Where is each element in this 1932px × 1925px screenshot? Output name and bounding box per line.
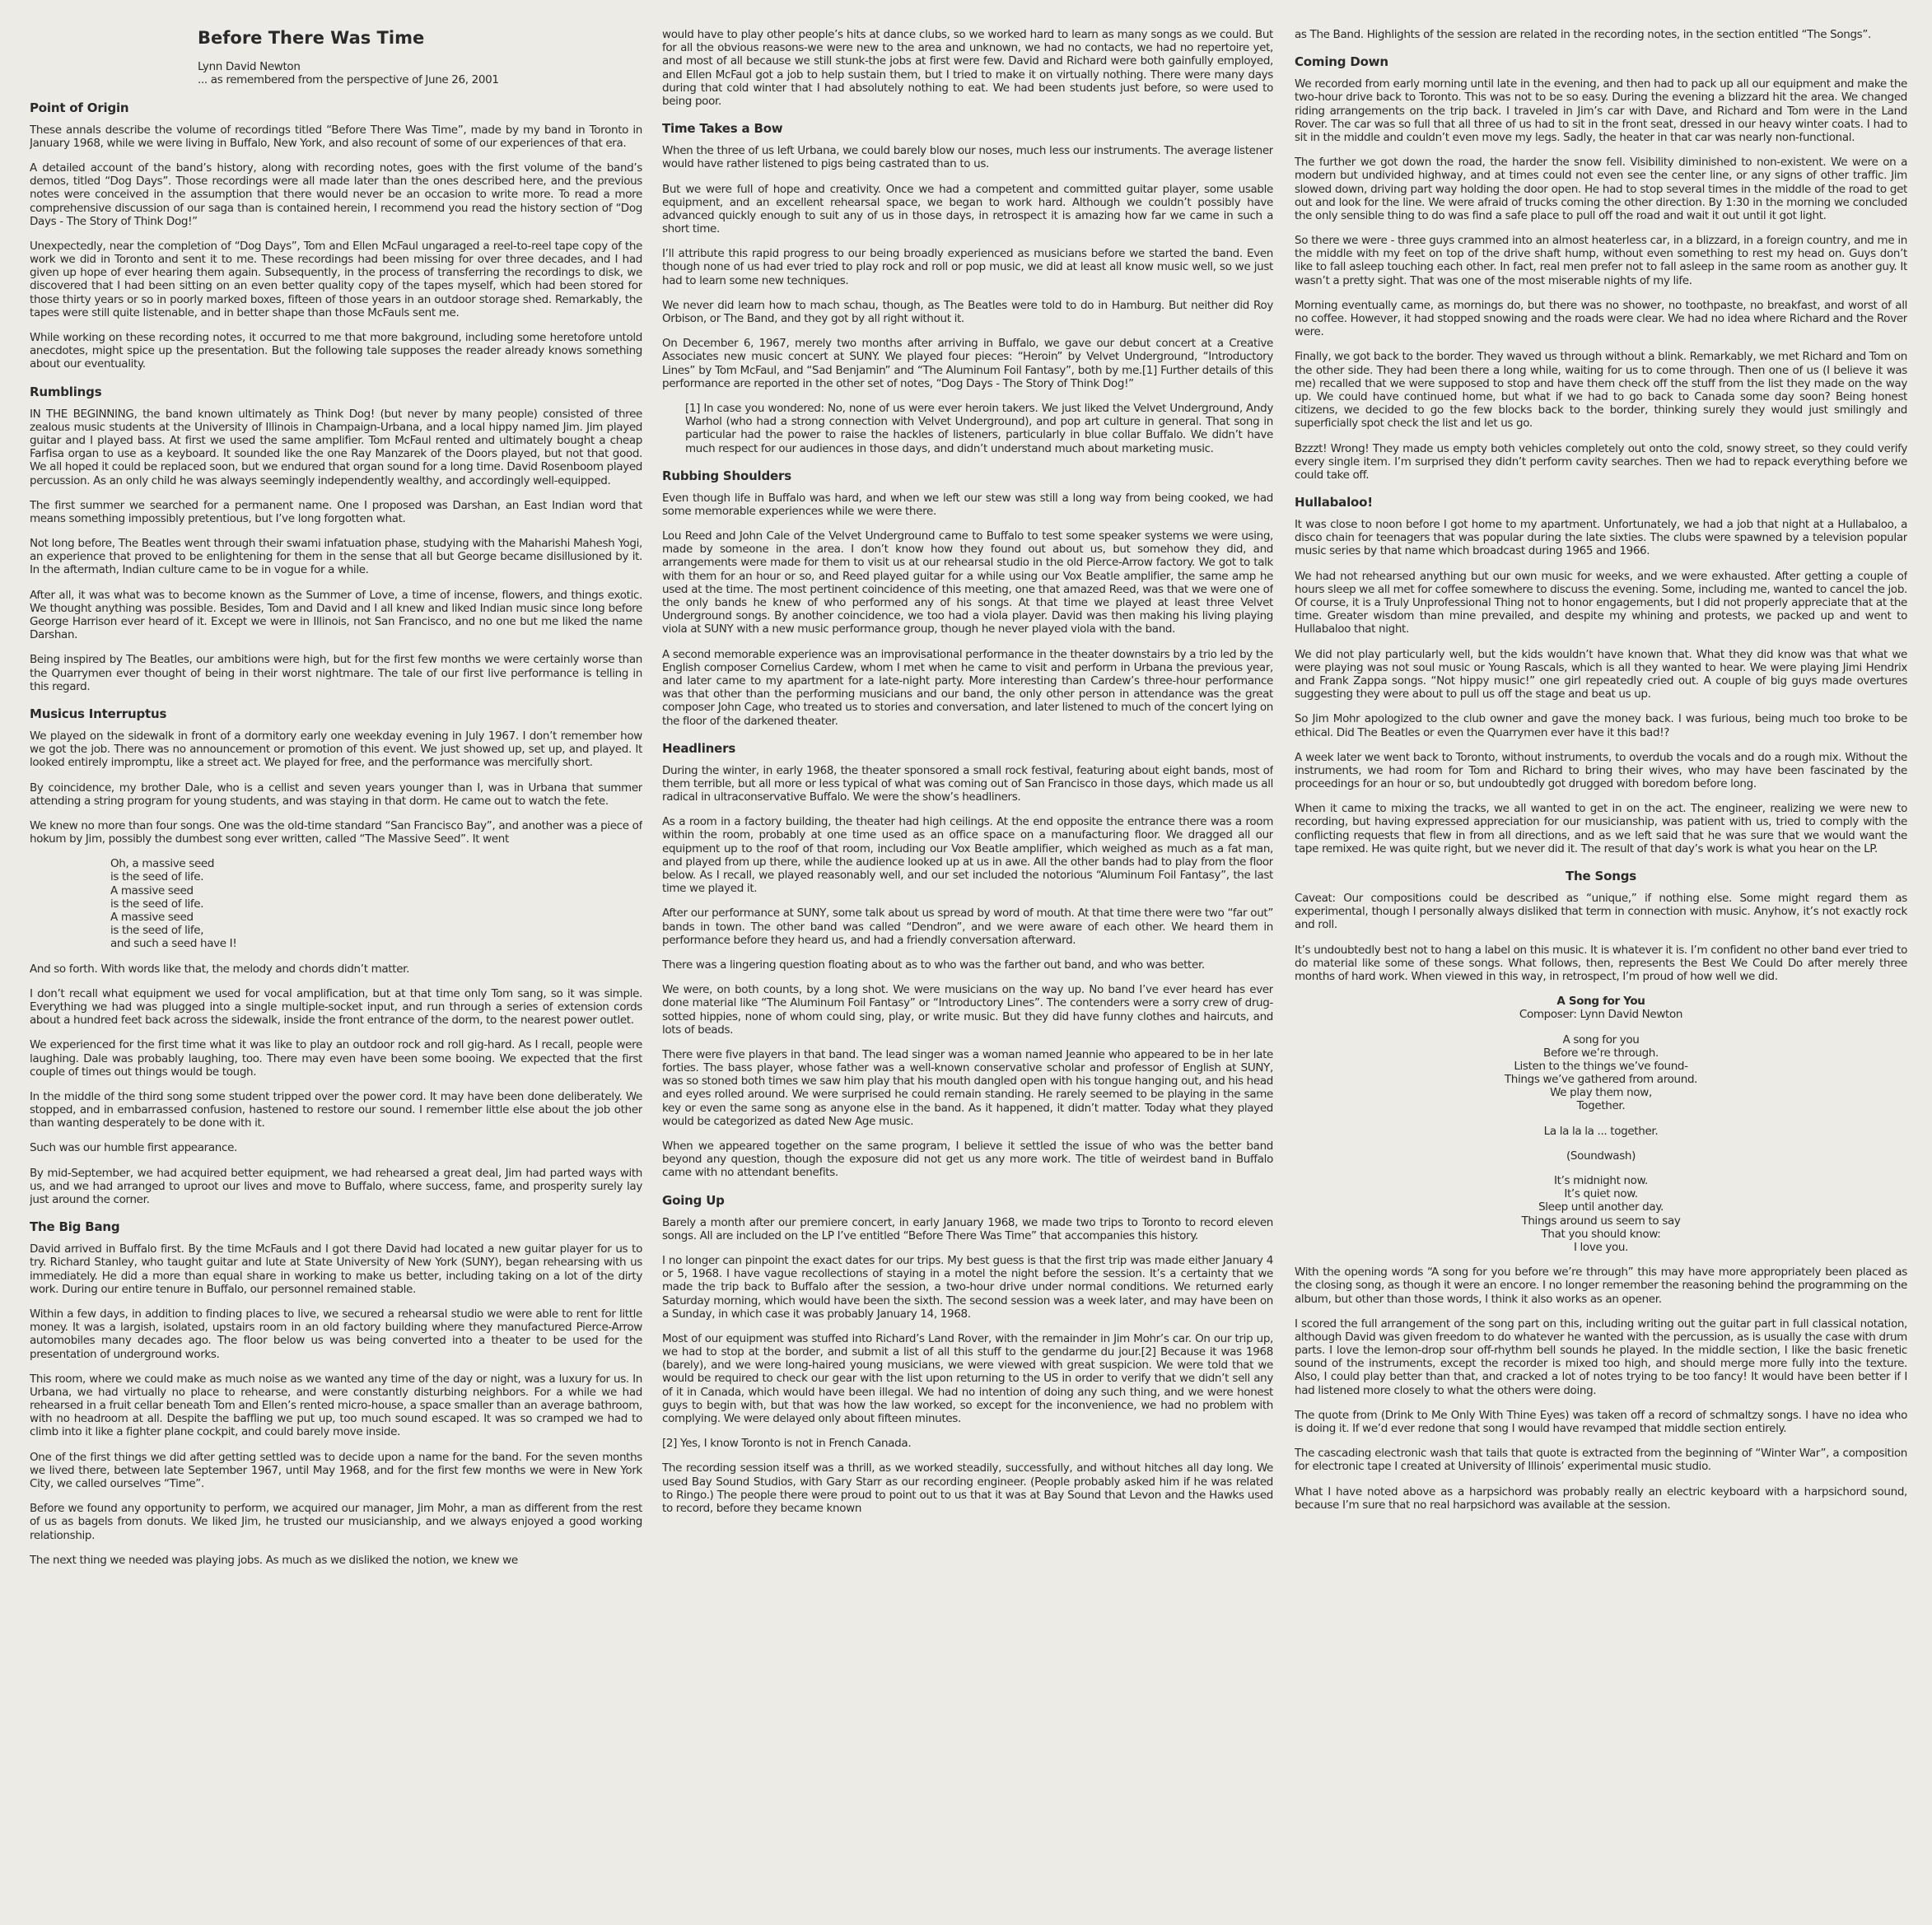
lyrics-block — [30, 857, 642, 950]
paragraph: The first summer we searched for a permanent name. One I proposed was Darshan, an East Indian word that means something impossibly pretentious, but I’ve long forgotten what. — [30, 498, 642, 525]
column-3-content — [1295, 28, 1907, 1512]
paragraph: Unexpectedly, near the completion of “Dog Days”, Tom and Ellen McFaul ungaraged a reel-to-reel tape copy of the work we did in Toronto and sent it to me. These recordings had been missing for over three decades, and I had given up hope of ever hearing them again. Subsequently, in the process of transferring the recordings to disk, we discovered that I had been sitting on an even better quality copy of the tapes myself, which had been stored for those thirty years or so in poorly marked boxes, fifteen of those years in an outdoor storage shed. Remarkably, the tapes were still quite listenable, and in better shape than those McFauls sent me. — [30, 239, 642, 319]
paragraph: We played on the sidewalk in front of a dormitory early one weekday evening in July 1967. I don’t remember how we got the job. There was no announcement or promotion of this event. We just showed up, set up, and played. It looked entirely impromptu, like a street act. We played for free, and the performance was mercifully short. — [30, 729, 642, 770]
paragraph: On December 6, 1967, merely two months after arriving in Buffalo, we gave our debut concert at a Creative Associates new music concert at SUNY. We played four pieces: “Heroin” by Velvet Underground, “Introductory Lines” by Tom McFaul, and “Sad Benjamin” and “The Aluminum Foil Fantasy”, both by me.[1] Further details of this performance are reported in the other set of notes, “Dog Days - The Story of Think Dog!” — [662, 337, 1273, 390]
lyric-line: Together. — [1576, 1099, 1626, 1113]
paragraph: I no longer can pinpoint the exact dates for our trips. My best guess is that the first trip was made either January 4 or 5, 1968. I have vague recollections of staying in a motel the night before the session. It’s a certainty that we made the trip back to Buffalo after the session, a two-hour drive under normal conditions. We returned early Saturday morning, which would have been the sixth. The second session was a week later, and may have been on a Sunday, in which case it was probably January 14, 1968. — [662, 1253, 1273, 1321]
lyric-line: Oh, a massive seed — [110, 857, 215, 871]
paragraph: Morning eventually came, as mornings do, but there was no shower, no toothpaste, no breakfast, and worst of all no coffee. However, it had stopped snowing and the roads were clear. We had no idea where Richard and the Rover were. — [1295, 298, 1907, 339]
paragraph: We never did learn how to mach schau, though, as The Beatles were told to do in Hamburg. But neither did Roy Orbison, or The Band, and they got by all right without it. — [662, 298, 1273, 325]
lyric-line: Things we’ve gathered from around. — [1504, 1073, 1698, 1087]
lyric-line: Listen to the things we’ve found- — [1514, 1059, 1688, 1073]
footnote: [1] In case you wondered: No, none of us were ever heroin takers. We just liked the Velvet Underground, Andy Warhol (who had a strong connection with Velvet Underground), and pop art culture in general. That song in particular had the power to raise the hackles of listeners, particularly in blue collar Buffalo. We didn’t have much respect for our audiences in those days, and didn’t understand much about marketing music. — [685, 401, 1273, 455]
paragraph: By coincidence, my brother Dale, who is a cellist and seven years younger than I, was in Urbana that summer attending a string program for young students, and was staying in that dorm. He came out to watch the fete. — [30, 781, 642, 808]
lyric-line: is the seed of life. — [110, 870, 204, 884]
paragraph: A second memorable experience was an improvisational performance in the theater downstairs by a trio led by the English composer Cornelius Cardew, whom I met when he came to visit and perform in Urbana the previous year, and later came to my apartment for a late-night party. More interesting than Cardew’s three-hour performance was that other than the performing musicians and our band, the only other person in attendance was the great composer John Cage, who treated us to stories and conversation, and later listened to much of the concert lying on the floor of the darkened theater. — [662, 647, 1273, 728]
paragraph: When the three of us left Urbana, we could barely blow our noses, much less our instruments. The average listener would have rather listened to pigs being castrated than to us. — [662, 144, 1273, 171]
lyric-line: Things around us seem to say — [1521, 1214, 1681, 1228]
spacer — [1295, 1163, 1907, 1174]
section-heading: Musicus Interruptus — [30, 706, 167, 721]
paragraph: The recording session itself was a thrill, as we worked steadily, successfully, and without hitches all day long. We used Bay Sound Studios, with Gary Starr as our recording engineer. (People probably asked him if he was related to Ringo.) The people there were proud to point out to us that it was at Bay Sound that Levon and the Hawks used to record, before they became known — [662, 1461, 1273, 1515]
paragraph: Such was our humble first appearance. — [30, 1141, 237, 1155]
paragraph: The quote from (Drink to Me Only With Thine Eyes) was taken off a record of schmaltzy songs. I have no idea who is doing it. If we’d ever redone that song I would have revamped that middle section entirely. — [1295, 1408, 1907, 1435]
paragraph: Before we found any opportunity to perform, we acquired our manager, Jim Mohr, a man as different from the rest of us as bagels from donuts. We liked Jim, he trusted our musicianship, and we always enjoyed a good working relationship. — [30, 1502, 642, 1542]
paragraph: In the middle of the third song some student tripped over the power cord. It may have been done deliberately. We stopped, and in embarrassed confusion, hastened to restore our sound. I remember little else about the job other than wanting desperately to be done with it. — [30, 1089, 642, 1130]
paragraph: We had not rehearsed anything but our own music for weeks, and we were exhausted. After getting a couple of hours sleep we all met for coffee somewhere to discuss the evening. Some, including me, wanted to cancel the job. Of course, it is a Truly Unprofessional Thing not to honor engagements, but I did not properly appreciate that at the time. Greater wisdom than mine prevailed, and despite my whining and protests, we packed up and went to Hullabaloo that night. — [1295, 569, 1907, 636]
lyric-line: It’s quiet now. — [1564, 1187, 1638, 1201]
spacer — [1295, 1022, 1907, 1033]
paragraph: Being inspired by The Beatles, our ambitions were high, but for the first few months we were certainly worse than the Quarrymen ever thought of being in their worst nightmare. The tale of our first live performance is telling in this regard. — [30, 653, 642, 693]
paragraph: Even though life in Buffalo was hard, and when we left our stew was still a long way from being cooked, we had some memorable experiences while we were there. — [662, 491, 1273, 518]
column-3 — [1295, 28, 1907, 1920]
lyric-line: Before we’re through. — [1543, 1046, 1659, 1060]
song-composer: Composer: Lynn David Newton — [1519, 1008, 1683, 1022]
lyric-line: Sleep until another day. — [1538, 1200, 1664, 1214]
section-heading: Coming Down — [1295, 54, 1388, 70]
lyric-line: A song for you — [1562, 1032, 1640, 1046]
paragraph: Finally, we got back to the border. They waved us through without a blink. Remarkably, we met Richard and Tom on the other side. They had been there a long while, waiting for us to come through. Then one of us (I believe it was me) recalled that we were supposed to stop and have them check off the stuff from the list they made on the way up. We could have continued home, but what if we had to go back to Canada some day soon? Being honest citizens, we decided to go the few blocks back to the border, thinking surely they would just smilingly and superficially spot check the list and let us go. — [1295, 350, 1907, 431]
column-2 — [662, 28, 1273, 1920]
paragraph: Lou Reed and John Cale of the Velvet Underground came to Buffalo to test some speaker systems we were using, made by someone in the area. I don’t know how they found out about us, but somehow they did, and arrangements were made for them to visit us at our rehearsal studio in the old Pierce-Arrow factory. We got to talk with them for an hour or so, and Reed played guitar for a while using our Vox Beatle amplifier, the same amp he used at the time. The most pertinent coincidence of this meeting, one that amazed Reed, was that we were one of the only bands he knew of who performed any of his songs. At that time we played at least three Velvet Underground songs. By another coincidence, we too had a viola player. David was then making his living playing viola at SUNY with a new music performance group, though he never played viola with the band. — [662, 529, 1273, 636]
column-1 — [30, 28, 642, 1920]
paragraph: Bzzzt! Wrong! They made us empty both vehicles completely out onto the cold, snowy street, so they could verify every single item. I’m surprised they didn’t perform cavity searches. Then we had to repack everything before we could take off. — [1295, 441, 1907, 482]
paragraph: I’ll attribute this rapid progress to our being broadly experienced as musicians before we started the band. Even though none of us had ever tried to play rock and roll or pop music, we did at least all know music well, so we just had to learn some new techniques. — [662, 247, 1273, 287]
paragraph: So there we were - three guys crammed into an almost heaterless car, in a blizzard, in a foreign country, and me in the middle with my feet on top of the drive shaft hump, without even something to rest my head on. Guys don’t like to fall asleep touching each other. In fact, real men prefer not to fall asleep in the same room as another guy. It wasn’t a pretty sight. That was one of the most miserable nights of my life. — [1295, 234, 1907, 287]
byline — [30, 60, 642, 86]
paragraph: as The Band. Highlights of the session are related in the recording notes, in the section entitled “The Songs”. — [1295, 28, 1871, 41]
paragraph: would have to play other people’s hits at dance clubs, so we worked hard to learn as many songs as we could. But for all the obvious reasons-we were new to the area and unknown, we had no contacts, we had no repertoire yet, and most of all because we still stunk-the jobs at first were few. David and Richard were both gainfully employed, and Ellen McFaul got a job to help sustain them, but I tried to make it on virtually nothing. There were many days during that cold winter that I had absolutely nothing to eat. We had been students just before, so were used to being poor. — [662, 28, 1273, 108]
paragraph: These annals describe the volume of recordings titled “Before There Was Time”, made by my band in Toronto in January 1968, while we were living in Buffalo, New York, and also recount of some of our experiences of that era. — [30, 123, 642, 150]
paragraph: When it came to mixing the tracks, we all wanted to get in on the act. The engineer, realizing we were new to recording, but having expressed appreciation for our musicianship, was patient with us, tried to comply with the conflicting requests that flew in from all directions, and as we left said that he was sure that we would want the tape remixed. He was quite right, but we never did it. The result of that day’s work is what you hear on the LP. — [1295, 802, 1907, 855]
section-heading: Rubbing Shoulders — [662, 468, 791, 483]
lyric-line: A massive seed — [110, 911, 194, 924]
paragraph: The next thing we needed was playing jobs. As much as we disliked the notion, we knew we — [30, 1553, 518, 1567]
paragraph: It’s undoubtedly best not to hang a label on this music. It is whatever it is. I’m confident no other band ever tried to do material like some of these songs. What follows, then, represents the Best We Could Do after merely three months of hard work. When viewed in this way, in retrospect, I’m proud of how well we did. — [1295, 943, 1907, 983]
paragraph: A detailed account of the band’s history, along with recording notes, goes with the first volume of the band’s demos, titled “Dog Days”. Those recordings were all made later than the ones described here, and the previous notes were conceived in the assumption that there would never be an occasion to write more. To read a more comprehensive discussion of our saga than is contained herein, I recommend you read the history section of “Dog Days - The Story of Think Dog!” — [30, 161, 642, 228]
column-1-content — [30, 100, 642, 1567]
paragraph: While working on these recording notes, it occurred to me that more bakground, including some heretofore untold anecdotes, might spice up the presentation. But the following tale supposes the reader already knows something about our eventuality. — [30, 331, 642, 371]
paragraph: There was a lingering question floating about as to who was the farther out band, and who was better. — [662, 958, 1205, 972]
paragraph: As a room in a factory building, the theater had high ceilings. At the end opposite the entrance there was a room within the room, probably at one time used as an office space on a manufacturing floor. We dragged all our equipment up to the roof of that room, including our Vox Beatle amplifier, which weighed as much as a fat man, and played from up there, while the audience looked up at us in awe. All the other bands had to play from the floor below. As I recall, we played reasonably well, and our set included the notorious “Aluminum Foil Fantasy”, the last time we played it. — [662, 815, 1273, 896]
section-heading: Time Takes a Bow — [662, 121, 783, 137]
lyric-line: That you should know: — [1541, 1227, 1661, 1241]
paragraph: One of the first things we did after getting settled was to decide upon a name for the band. For the seven months we lived there, between late September 1967, until May 1968, and for the first few months we were in New York City, we called ourselves “Time”. — [30, 1450, 642, 1490]
lyric-line: and such a seed have I! — [110, 937, 237, 951]
spacer — [1295, 1138, 1907, 1149]
lyric-line: (Soundwash) — [1566, 1149, 1636, 1163]
paragraph: There were five players in that band. The lead singer was a woman named Jeannie who appeared to be in her late forties. The bass player, whose father was a well-known conservative scholar and professor of English at SUNY, was so stoned both times we saw him play that his mouth dangled open with his tongue hanging out, and his head and eyes rolled around. We were surprised he could remain standing. He rarely seemed to be playing in the same key or even the same song as anyone else in the band. As it happened, it didn’t matter. Today what they played would be categorized as dated New Age music. — [662, 1047, 1273, 1128]
lyric-line: A massive seed — [110, 883, 194, 897]
page-title: Before There Was Time — [198, 28, 425, 48]
paragraph: I scored the full arrangement of the song part on this, including writing out the guitar part in full classical notation, although David was given freedom to do whatever he wanted with the percussion, as is usually the case with drum parts. I love the lemon-drop sour off-rhythm bell sounds he played. In the middle section, I like the basic frenetic sound of the instruments, except the recorder is mixed too high, and should merge more fully into the texture. Also, I could play better than that, and cracked a lot of notes trying to be too fancy! It would have been better if I had listened more closely to what the others were doing. — [1295, 1317, 1907, 1397]
paragraph: This room, where we could make as much noise as we wanted any time of the day or night, was a luxury for us. In Urbana, we had virtually no place to rehearse, and were constantly disturbing neighbors. For a while we had rehearsed in a fruit cellar beneath Tom and Ellen’s rented micro-house, a space smaller than an average bathroom, with no headroom at all. Despite the baffling we put up, too much sound escaped. It was so cramped we had to climb into it like a fighter plane cockpit, and could barely move inside. — [30, 1372, 642, 1439]
paragraph: Not long before, The Beatles went through their swami infatuation phase, studying with the Maharishi Mahesh Yogi, an experience that proved to be enlightening for them in the sense that all but George became disillusioned by it. In the aftermath, Indian culture came to be in vogue for a while. — [30, 537, 642, 577]
song-block — [1295, 995, 1907, 1254]
paragraph: After all, it was what was to become known as the Summer of Love, a time of incense, flowers, and things exotic. We thought anything was possible. Besides, Tom and David and I all knew and liked Indian music since long before George Harrison ever heard of it. Except we were in Illinois, not San Francisco, and no one but me liked the name Darshan. — [30, 588, 642, 642]
paragraph: With the opening words “A song for you before we’re through” this may have more appropriately been placed as the closing song, as though it were an encore. I no longer remember the reasoning behind the programming on the album, but other than those words, I think it also works as an opener. — [1295, 1265, 1907, 1306]
lyric-line: I love you. — [1573, 1240, 1629, 1254]
section-heading: The Big Bang — [30, 1219, 120, 1235]
paragraph: The cascading electronic wash that tails that quote is extracted from the beginning of “Winter War”, a composition for electronic tape I created at University of Illinois’ experimental music studio. — [1295, 1447, 1907, 1474]
paragraph: We recorded from early morning until late in the evening, and then had to pack up all our equipment and make the two-hour drive back to Toronto. This was not to be so easy. During the evening a blizzard hit the area. We changed riding arrangements on the trip back. I traveled in Jim’s car with Dave, and Richard and Tom were in the Land Rover. The car was so full that all three of us had to sit in the front seat, dressed in our heavy winter coats. I had to sit in the middle and couldn’t even move my legs. Sadly, the heater in that car was nearly non-functional. — [1295, 77, 1907, 144]
paragraph: Most of our equipment was stuffed into Richard’s Land Rover, with the remainder in Jim Mohr’s car. On our trip up, we had to stop at the border, and submit a list of all this stuff to the gendarme du jour.[2] Because it was 1968 (barely), and we were long-haired young musicians, we were viewed with great suspicion. We were told that we would be required to check our gear with the list upon returning to the US in order to verify that we didn’t sell any of it in Canada, which would have been illegal. We had no intention of doing any such thing, and we were honest guys to begin with, but that was how the law worked, so except for the inconvenience, we had no problem with complying. We were delayed only about fifteen minutes. — [662, 1331, 1273, 1425]
paragraph: The further we got down the road, the harder the snow fell. Visibility diminished to non-existent. We were on a modern but undivided highway, and at times could not even see the center line, or any signs of other traffic. Jim slowed down, driving part way holding the door open. He had to stop several times in the middle of the road to get out and look for the line. We were afraid of trucks coming the other direction. By 1:30 in the morning we concluded the only sensible thing to do was find a safe place to pull off the road and wait it out until it got light. — [1295, 156, 1907, 222]
paragraph: After our performance at SUNY, some talk about us spread by word of mouth. At that time there were two “far out” bands in town. The other band was called “Dendron”, and we were aware of each other. We heard them in performance before they heard us, and had a friendly conversation afterward. — [662, 907, 1273, 947]
paragraph: We experienced for the first time what it was like to play an outdoor rock and roll gig-hard. As I recall, people were laughing. Dale was probably laughing, too. There may even have been some booing. We expected that the first couple of times out things would be tough. — [30, 1038, 642, 1079]
paragraph: And so forth. With words like that, the melody and chords didn’t matter. — [30, 962, 410, 976]
paragraph: But we were full of hope and creativity. Once we had a competent and committed guitar player, some usable equipment, and an excellent rehearsal space, we began to work hard. Although we couldn’t possibly have advanced quickly enough to suit any of us in those days, in retrospect it is amazing how far we came in such a short time. — [662, 182, 1273, 236]
section-heading: Point of Origin — [30, 100, 129, 115]
author: Lynn David Newton — [198, 60, 301, 74]
lyric-line: is the seed of life. — [110, 897, 204, 911]
paragraph: Barely a month after our premiere concert, in early January 1968, we made two trips to Toronto to record eleven songs. All are included on the LP I’ve entitled “Before There Was Time” that accompanies this history. — [662, 1215, 1273, 1242]
paragraph: When we appeared together on the same program, I believe it settled the issue of who was the better band beyond any question, though the exposure did not get us any more work. The title of weirdest band in Buffalo came with no attendant benefits. — [662, 1140, 1273, 1180]
lyric-line: We play them now, — [1550, 1086, 1652, 1100]
lyric-line: is the seed of life, — [110, 924, 204, 938]
paragraph: By mid-September, we had acquired better equipment, we had rehearsed a great deal, Jim had parted ways with us, and we had arranged to uproot our lives and move to Buffalo, where success, fame, and prosperity surely lay just around the corner. — [30, 1166, 642, 1206]
section-heading: Rumblings — [30, 384, 102, 399]
paragraph: David arrived in Buffalo first. By the time McFauls and I got there David had located a new guitar player for us to try. Richard Stanley, who taught guitar and lute at State University of New York (SUNY), began rehearsing with us immediately. He did a more than equal share in working to make us better, including taking on a lot of the dirty work. During our entire tenure in Buffalo, our personnel remained stable. — [30, 1242, 642, 1296]
section-heading: Headliners — [662, 740, 736, 756]
paragraph: We were, on both counts, by a long shot. We were musicians on the way up. No band I’ve ever heard has ever done material like “The Aluminum Foil Fantasy” or “Introductory Lines”. The contenders were a sorry crew of drug-sotted hippies, none of whom could sing, play, or write music. But they did have funny clothes and haircuts, and lots of beads. — [662, 983, 1273, 1037]
column-2-content — [662, 28, 1273, 1515]
paragraph: Caveat: Our compositions could be described as “unique,” if nothing else. Some might regard them as experimental, though I personally always disliked that term in connection with music. Anyhow, it’s not exactly rock and roll. — [1295, 892, 1907, 932]
section-heading: The Songs — [1566, 869, 1636, 883]
paragraph: Within a few days, in addition to finding places to live, we secured a rehearsal studio we were able to rent for little money. It was a largish, isolated, upstairs room in an old factory building where they manufactured Pierce-Arrow automobiles many decades ago. The floor below us was being converted into a theater to be used for the presentation of underground works. — [30, 1307, 642, 1361]
paragraph: A week later we went back to Toronto, without instruments, to overdub the vocals and do a rough mix. Without the instruments, we had room for Tom and Richard to bring their wives, who may have been fascinated by the proceedings for an hour or so, but undoubtedly got drugged with boredom before long. — [1295, 750, 1907, 791]
section-heading: Going Up — [662, 1192, 725, 1208]
section-heading: Hullabaloo! — [1295, 495, 1373, 510]
paragraph: IN THE BEGINNING, the band known ultimately as Think Dog! (but never by many people) consisted of three zealous music students at the University of Illinois in Champaign-Urbana, and a local hippy named Jim. Jim played guitar and I played bass. At first we used the same amplifier. Tom McFaul rented and ultimately bought a cheap Farfisa organ to use as a keyboard. It sounded like the one Ray Manzarek of the Doors played, but not that good. We all hoped it could be replaced soon, but we endured that organ sound for a long time. David Rosenboom played percussion. As an only child he was always seemingly independently wealthy, and accordingly well-equipped. — [30, 407, 642, 487]
paragraph: So Jim Mohr apologized to the club owner and gave the money back. I was furious, being much too broke to be ethical. Did The Beatles or even the Quarrymen ever have it this bad!? — [1295, 712, 1907, 739]
paragraph: We knew no more than four songs. One was the old-time standard “San Francisco Bay”, and another was a piece of hokum by Jim, possibly the dumbest song ever written, called “The Massive Seed”. It went — [30, 818, 642, 846]
paragraph: We did not play particularly well, but the kids wouldn’t have known that. What they did know was that what we were playing was not soul music or Young Rascals, which is all they wanted to hear. We were playing Jimi Hendrix and Frank Zappa songs. “Not hippy music!” one girl repeatedly cried out. A couple of big guys made overtures suggesting they were about to pull us off the stage and beat us up. — [1295, 647, 1907, 701]
paragraph: I don’t recall what equipment we used for vocal amplification, but at that time only Tom sang, so it was simple. Everything we had was plugged into a single multiple-socket input, and run through a series of extension cords about a hundred feet back across the sidewalk, inside the front entrance of the dorm, to the nearest power outlet. — [30, 986, 642, 1028]
paragraph: During the winter, in early 1968, the theater sponsored a small rock festival, featuring about eight bands, most of them terrible, but all more or less typical of what was coming out of San Francisco in those days, which made us all radical in ultraconservative Buffalo. We were the show’s headliners. — [662, 763, 1273, 804]
paragraph: It was close to noon before I got home to my apartment. Unfortunately, we had a job that night at a Hullabaloo, a disco chain for teenagers that was popular during the late sixties. The clubs were spawned by a television popular music series by that name which broadcast during 1965 and 1966. — [1295, 518, 1907, 558]
song-title: A Song for You — [1556, 995, 1645, 1009]
spacer — [1295, 1113, 1907, 1125]
subtitle: ... as remembered from the perspective of June 26, 2001 — [198, 73, 499, 87]
paragraph: What I have noted above as a harpsichord was probably really an electric keyboard with a harpsichord sound, because I’m sure that no real harpsichord was available at the session. — [1295, 1485, 1907, 1512]
lyric-line: It’s midnight now. — [1554, 1174, 1648, 1187]
paragraph: [2] Yes, I know Toronto is not in French Canada. — [662, 1437, 912, 1451]
lyric-line: La la la la ... together. — [1543, 1124, 1659, 1138]
